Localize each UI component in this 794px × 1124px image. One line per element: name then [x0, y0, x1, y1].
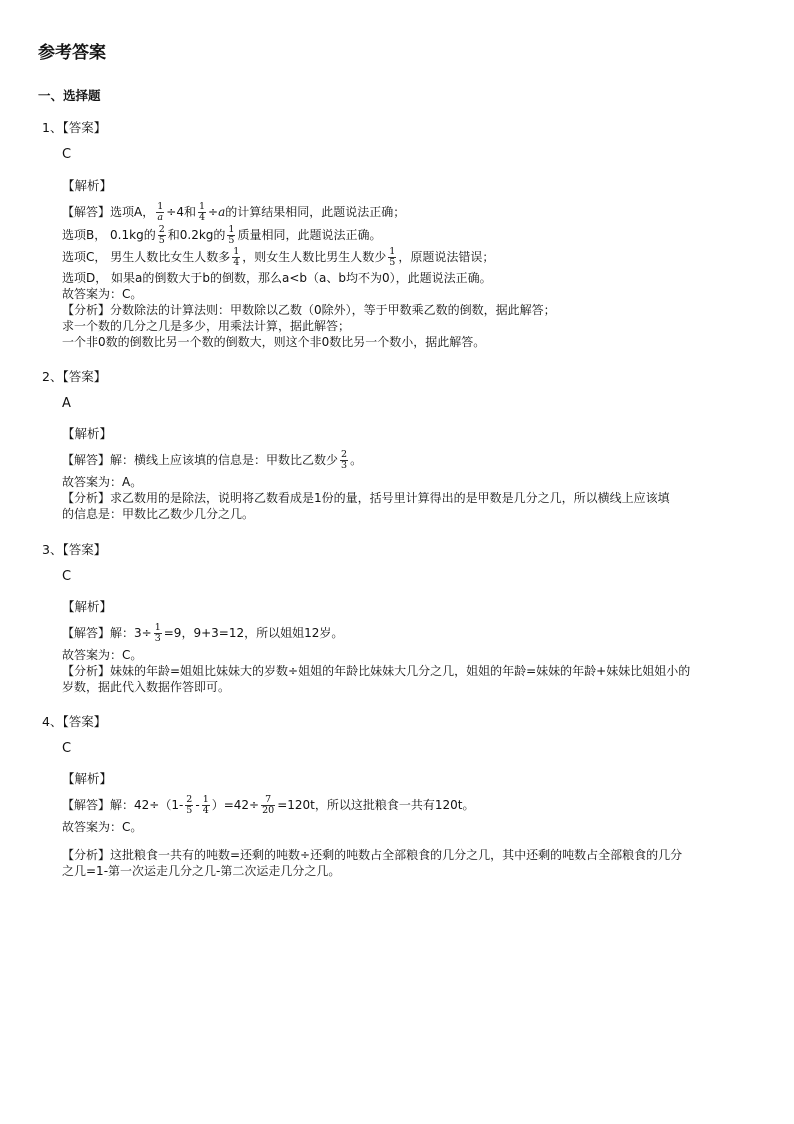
q2-number: 2、 — [42, 369, 63, 384]
q1-l3b: ，则女生人数比男生人数少 — [242, 250, 387, 264]
answer-label: 【答案】 — [62, 542, 107, 557]
q1-line-2 — [62, 225, 381, 246]
denominator: 5 — [389, 257, 396, 268]
numerator: 1 — [389, 246, 396, 257]
q2-line-2: 故答案为：A。 — [62, 475, 143, 489]
q1-l2a: 选项B， 0.1kg的 — [62, 228, 156, 242]
denominator: 4 — [233, 257, 240, 268]
q3-analysis-label: 【解析】 — [62, 599, 113, 614]
q3-line-1 — [62, 623, 343, 644]
q4-l1a: 【解答】解：42÷（1- — [62, 798, 184, 812]
q4-line-2: 故答案为：C。 — [62, 820, 143, 834]
fraction — [232, 247, 240, 268]
q1-line-1 — [62, 202, 405, 223]
q1-line-3 — [62, 247, 494, 268]
answer-label: 【答案】 — [62, 714, 107, 729]
q1-l3a: 选项C， 男生人数比女生人数多 — [62, 250, 231, 264]
q2-analysis-label: 【解析】 — [62, 426, 113, 441]
q1-l1a: 【解答】选项A， — [62, 205, 155, 219]
q4-l1d: =120t，所以这批粮食一共有120t。 — [277, 798, 475, 812]
answer-label: 【答案】 — [62, 369, 107, 384]
q3-number: 3、 — [42, 542, 63, 557]
q3-l1b: =9，9+3=12，所以姐姐12岁。 — [163, 626, 344, 640]
fraction — [198, 202, 206, 223]
q3-line-3: 【分析】妹妹的年龄=姐姐比妹妹大的岁数÷姐姐的年龄比妹妹大几分之几，姐姐的年龄=妹妹的年龄+妹妹比姐姐小的 — [62, 664, 691, 678]
denominator: 4 — [202, 805, 209, 816]
q4-line-1 — [62, 795, 475, 816]
q1-line-5: 故答案为：C。 — [62, 287, 143, 301]
q1-line-8: 一个非0数的倒数比另一个数的倒数大，则这个非0数比另一个数小，据此解答。 — [62, 335, 486, 349]
numerator: 1 — [202, 794, 209, 805]
q1-var-a: a — [218, 205, 226, 219]
numerator: 7 — [261, 795, 275, 806]
q1-l1d: 的计算结果相同，此题说法正确； — [225, 205, 406, 219]
q4-header — [42, 712, 106, 730]
q1-l1b: ÷4和 — [166, 205, 196, 219]
q2-answer: A — [62, 396, 71, 411]
q2-line-4: 的信息是：甲数比乙数少几分之几。 — [62, 507, 255, 521]
denominator: a — [157, 212, 164, 223]
q4-answer: C — [62, 741, 72, 756]
q4-line-4: 之几=1-第一次运走几分之几-第二次运走几分之几。 — [62, 864, 341, 878]
q2-l1b: 。 — [350, 453, 363, 467]
section-title: 一、选择题 — [38, 88, 101, 103]
numerator: 1 — [228, 224, 235, 235]
fraction — [158, 225, 166, 246]
q2-l1a: 【解答】解：横线上应该填的信息是：甲数比乙数少 — [62, 453, 339, 467]
q2-line-3: 【分析】求乙数用的是除法，说明将乙数看成是1份的量，括号里计算得出的是甲数是几分之几，所以横线上应该填 — [62, 491, 670, 505]
fraction — [261, 795, 275, 816]
q1-l3c: ，原题说法错误； — [398, 250, 495, 264]
q1-header — [42, 118, 106, 136]
q3-l1a: 【解答】解：3÷ — [62, 626, 152, 640]
numerator: 1 — [198, 201, 206, 212]
q1-line-6: 【分析】分数除法的计算法则：甲数除以乙数（0除外），等于甲数乘乙数的倒数，据此解答； — [62, 303, 556, 317]
q4-analysis-label: 【解析】 — [62, 771, 113, 786]
q1-l1c: ÷ — [208, 205, 219, 219]
q3-header — [42, 540, 106, 558]
fraction — [227, 225, 235, 246]
q1-analysis-label: 【解析】 — [62, 178, 113, 193]
q1-line-4: 选项D， 如果a的倒数大于b的倒数，那么a<b（a、b均不为0），此题说法正确。 — [62, 271, 492, 285]
fraction — [156, 202, 164, 223]
q1-l2c: 质量相同，此题说法正确。 — [237, 228, 382, 242]
fraction — [340, 450, 348, 471]
numerator: 2 — [186, 794, 193, 805]
denominator: 5 — [228, 235, 235, 246]
denominator: 20 — [262, 805, 275, 816]
numerator: 2 — [341, 449, 348, 460]
q1-l2b: 和0.2kg的 — [167, 228, 226, 242]
denominator: 5 — [186, 805, 193, 816]
q4-number: 4、 — [42, 714, 63, 729]
fraction — [388, 247, 396, 268]
q1-answer: C — [62, 147, 72, 162]
q3-line-4: 岁数，据此代入数据作答即可。 — [62, 680, 231, 694]
q1-number: 1、 — [42, 120, 63, 135]
q1-line-7: 求一个数的几分之几是多少，用乘法计算，据此解答； — [62, 319, 351, 333]
q4-line-3: 【分析】这批粮食一共有的吨数=还剩的吨数÷还剩的吨数占全部粮食的几分之几，其中还剩的吨数占全部粮食的几分 — [62, 848, 683, 862]
answer-label: 【答案】 — [62, 120, 107, 135]
fraction — [154, 623, 162, 644]
fraction — [202, 795, 210, 816]
numerator: 1 — [154, 622, 161, 633]
denominator: 4 — [198, 212, 206, 223]
denominator: 5 — [158, 235, 165, 246]
numerator: 1 — [157, 201, 164, 212]
q4-l1c: ）=42÷ — [211, 798, 260, 812]
q2-header — [42, 367, 106, 385]
numerator: 1 — [233, 246, 240, 257]
q3-answer: C — [62, 569, 72, 584]
q4-l1b: - — [195, 798, 200, 812]
denominator: 3 — [341, 460, 348, 471]
q3-line-2: 故答案为：C。 — [62, 648, 143, 662]
numerator: 2 — [158, 224, 165, 235]
page-title: 参考答案 — [38, 43, 106, 63]
denominator: 3 — [154, 633, 161, 644]
q2-line-1 — [62, 450, 362, 471]
fraction — [185, 795, 193, 816]
